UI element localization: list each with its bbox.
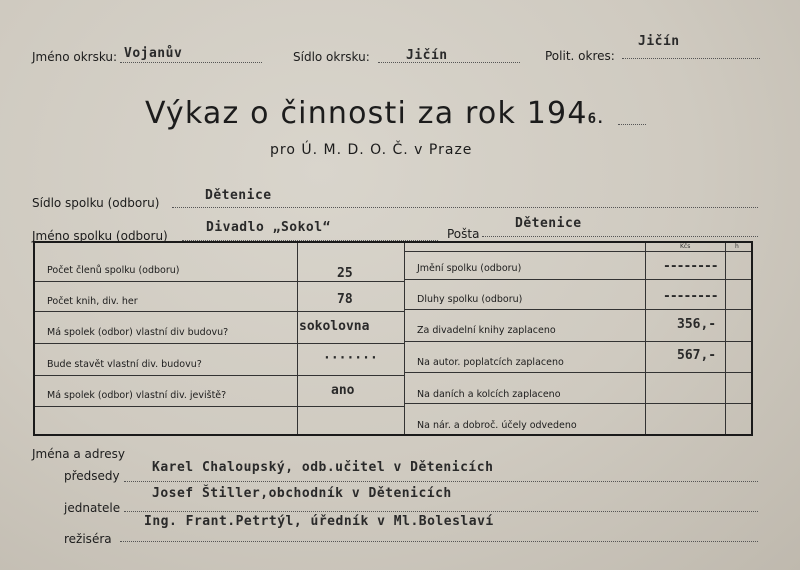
sidlo-okrsku-dotted-line <box>378 62 520 63</box>
table-row-line <box>35 375 404 376</box>
jednatel-dotted-line <box>124 511 758 512</box>
table-row-line <box>404 251 751 252</box>
left-row-value: 78 <box>337 292 353 307</box>
sidlo-okrsku-label: Sídlo okrsku: <box>293 50 370 64</box>
sidlo-spolku-label: Sídlo spolku (odboru) <box>32 196 160 210</box>
posta-label: Pošta <box>447 227 480 241</box>
table-row-line <box>35 281 404 282</box>
sidlo-okrsku-value: Jičín <box>406 48 448 63</box>
right-row-value: 356,- <box>677 317 717 332</box>
table-row-line <box>35 311 404 312</box>
jednatel-value: Josef Štiller,obchodník v Dětenicích <box>152 486 452 501</box>
table-row-line <box>404 279 751 280</box>
left-row-value: ······· <box>323 351 378 366</box>
okres-label: Jméno okrsku: <box>32 50 118 64</box>
right-row-value: 567,- <box>677 348 717 363</box>
right-row-label: Na daních a kolcích zaplaceno <box>417 389 561 400</box>
report-subtitle: pro Ú. M. D. O. Č. v Praze <box>270 142 473 158</box>
left-row-value: 25 <box>337 266 353 281</box>
jmeno-spolku-value: Divadlo „Sokol“ <box>206 220 331 235</box>
column-header-h: h <box>735 243 739 250</box>
left-row-label: Počet členů spolku (odboru) <box>47 265 180 276</box>
table-row-line <box>35 406 404 407</box>
table-row-line <box>404 372 751 373</box>
predseda-value: Karel Chaloupský, odb.učitel v Dětenicích <box>152 460 494 475</box>
right-row-label: Dluhy spolku (odboru) <box>417 294 523 305</box>
left-row-value: sokolovna <box>299 319 370 334</box>
left-row-label: Počet knih, div. her <box>47 296 138 307</box>
left-row-label: Má spolek (odbor) vlastní div budovu? <box>47 327 229 338</box>
polit-okres-value: Jičín <box>638 34 680 49</box>
posta-value: Dětenice <box>515 216 582 231</box>
year-dotted-line <box>618 124 646 125</box>
table-row-line <box>404 341 751 342</box>
reziser-label: režiséra <box>64 532 112 546</box>
table-row-line <box>35 343 404 344</box>
left-row-label: Bude stavět vlastní div. budovu? <box>47 359 202 370</box>
report-title <box>145 96 604 131</box>
right-row-label: Na autor. poplatcích zaplaceno <box>417 357 564 368</box>
reziser-dotted-line <box>120 541 758 542</box>
table-row-line <box>404 403 751 404</box>
predseda-dotted-line <box>124 481 758 482</box>
sidlo-spolku-value: Dětenice <box>205 188 272 203</box>
polit-okres-dotted-line <box>622 58 760 59</box>
left-row-label: Má spolek (odbor) vlastní div. jeviště? <box>47 390 227 401</box>
sidlo-spolku-dotted-line <box>172 207 758 208</box>
names-heading: Jména a adresy <box>32 447 125 461</box>
okres-value: Vojanův <box>124 46 183 61</box>
table-divider <box>404 243 405 434</box>
okres-dotted-line <box>120 62 262 63</box>
polit-okres-label: Polit. okres: <box>545 49 615 63</box>
posta-dotted-line <box>482 236 758 237</box>
jmeno-spolku-label: Jméno spolku (odboru) <box>32 229 168 243</box>
column-header-kcs: Kčs <box>680 243 691 250</box>
reziser-value: Ing. Frant.Petrtýl, úředník v Ml.Boleslaví <box>144 514 494 529</box>
report-title-text: Výkaz o činnosti za rok 194 <box>145 96 588 131</box>
predseda-label: předsedy <box>64 469 120 483</box>
right-row-value: -------- <box>663 289 718 304</box>
right-row-label: Jmění spolku (odboru) <box>417 263 522 274</box>
table-divider <box>725 243 726 434</box>
activity-table <box>33 241 753 436</box>
right-row-label: Za divadelní knihy zaplaceno <box>417 325 556 336</box>
right-row-value: -------- <box>663 259 718 274</box>
jednatel-label: jednatele <box>64 501 121 515</box>
left-row-value: ano <box>331 383 355 398</box>
right-row-label: Na nár. a dobroč. účely odvedeno <box>417 420 577 431</box>
report-year-suffix: 6. <box>587 111 605 127</box>
table-divider <box>645 243 646 434</box>
table-row-line <box>404 309 751 310</box>
